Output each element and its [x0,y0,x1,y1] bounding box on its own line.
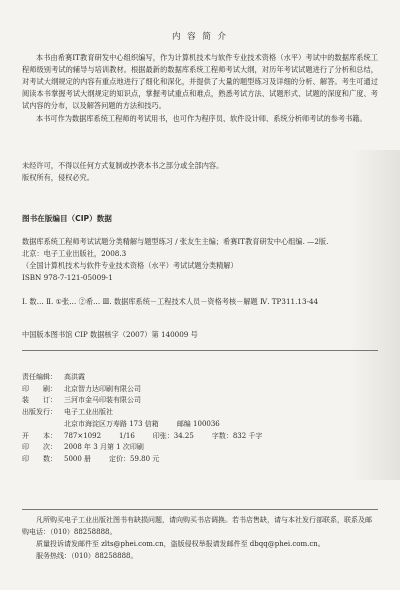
edition-label: 印 次： [22,443,57,452]
printer-label: 印 刷： [22,384,57,393]
printer-row [22,384,378,396]
summary-paragraph: 本书由希赛IT教育研发中心组织编写，作为计算机技术与软件专业技术资格（水平）考试中的数据库系统工程师级别考试的辅导与培训教材。根据最新的数据库系统工程师考试大纲，对历年考试试题进行了分析和总结，对考试大纲规定的内容有重点地进行了细化和深化，并提供了大量的题型练习及详细的分析、解答。考生可通过阅读本书掌握考试大纲规定的知识点，掌握考试重点和难点，熟悉考试方法、试题形式、试题的深度和广度、考试内容的分布，以及解答问题的方法和技巧。 [22,53,378,110]
binder-label: 装 订： [22,396,57,405]
publisher-value: 电子工业出版社 [64,408,113,417]
format-label: 开 本： [22,431,57,440]
address-value: 北京市海淀区万寿路 173 信箱 [64,419,159,428]
page-title: 内 容 简 介 [171,32,229,42]
binder-value: 三河市金马印装有限公司 [64,396,141,405]
classification-line: Ⅰ. 数… Ⅱ. ①张… ②希… Ⅲ. 数据库系统－工程技术人员－资格考核－解题 Ⅳ. TP311.13-44 [22,297,319,306]
format-row [22,431,378,443]
printer-value: 北京智力达印刷有限公司 [64,384,141,393]
price-value: 定价：59.80 元 [109,454,160,463]
print-run-label: 印 数： [22,454,57,463]
words-value: 字数：832 千字 [211,431,263,440]
notice-line: 未经许可，不得以任何方式复制或抄袭本书之部分或全部内容。 [22,161,224,170]
cip-line: ISBN 978-7-121-05009-1 [22,273,113,282]
cip-heading: 图书在版编目（CIP）数据 [22,214,112,223]
divider [22,509,378,510]
editor-label: 责任编辑： [22,373,57,381]
print-run-row [22,454,378,466]
publishing-info [22,372,378,466]
fold-value: 1/16 [119,431,135,440]
binder-row [22,395,378,407]
publisher-label: 出版发行： [22,408,57,417]
cip-record-number: 中国版本图书馆 CIP 数据核字（2007）第 140009 号 [22,330,198,339]
exchange-policy: 凡所购买电子工业出版社图书有缺损问题，请向购买书店调换。若书店售缺，请与本社发行部联系，联系及邮购电话：（010）88258888。 [22,516,372,536]
print-run-value: 5000 册 [64,454,92,463]
edition-row [22,442,378,454]
cip-data [22,236,382,308]
divider [22,350,378,351]
notice-line: 版权所有，侵权必究。 [22,173,94,182]
cip-line: 数据库系统工程师考试试题分类精解与题型练习 / 张友生主编；希赛IT教育研发中心组编. —2版. [22,237,329,246]
footer-notes [22,514,378,562]
edition-value: 2008 年 3 月第 1 次印刷 [64,443,144,452]
complaint-contact: 质量投诉请发邮件至 zlts@phei.com.cn，盗版侵权举报请发邮件至 dbqq@phei.com.cn。 [36,540,325,548]
cip-line: （全国计算机技术与软件专业技术资格（水平）考试试题分类精解） [22,261,238,270]
editor-row [22,372,378,384]
copyright-notice [22,160,378,184]
address-row [22,419,378,431]
service-hotline: 服务热线：（010）88258888。 [36,552,138,560]
sheets-value: 印张：34.25 [152,431,194,440]
postcode-value: 邮编 100036 [176,419,220,428]
format-value: 787×1092 [64,431,102,440]
cip-line: 北京：电子工业出版社，2008.3 [22,249,127,258]
publisher-row [22,407,378,419]
editor-value: 高洪霞 [64,373,85,381]
summary-section [22,52,378,125]
summary-paragraph: 本书可作为数据库系统工程师的考试用书，也可作为程序员、软件设计师、系统分析师考试的参考书籍。 [36,114,367,123]
